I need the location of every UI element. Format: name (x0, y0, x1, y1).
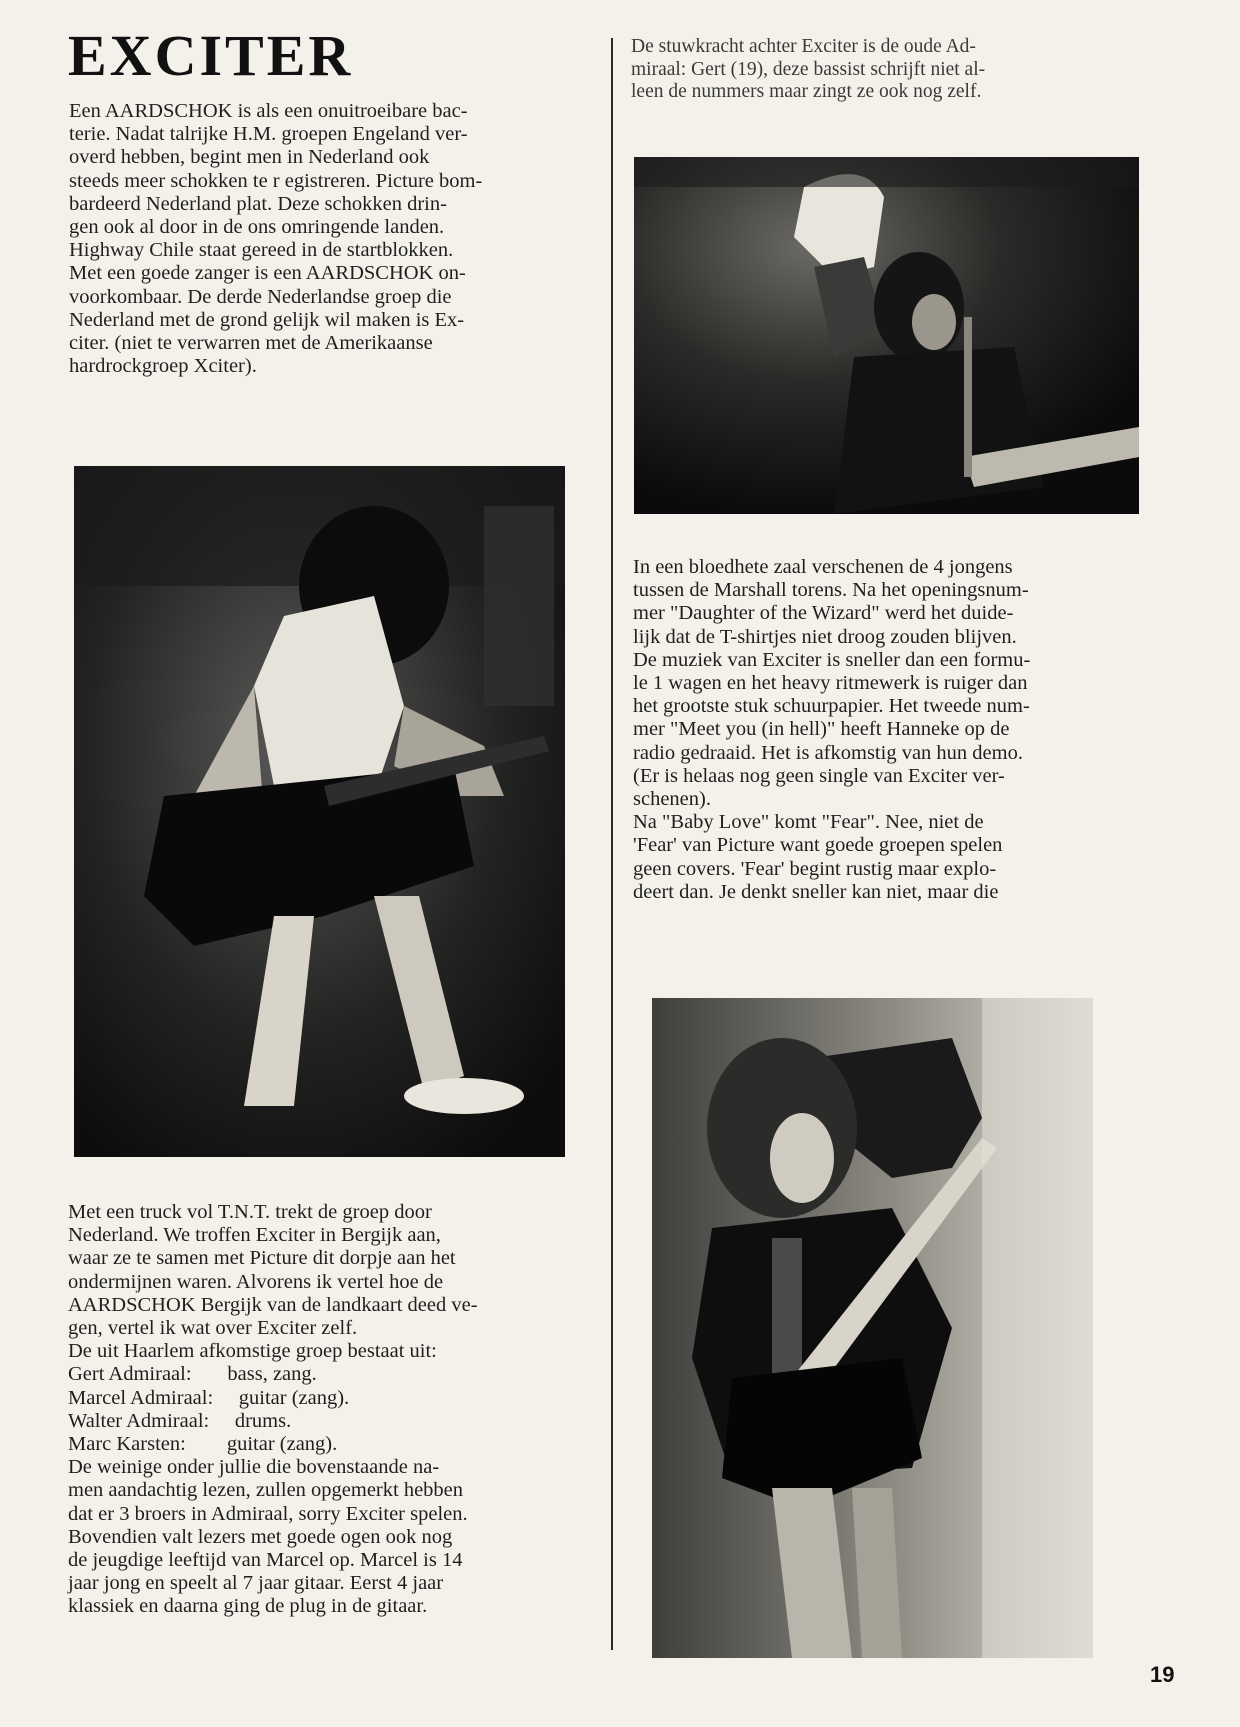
intro-paragraph: Een AARDSCHOK is als een onuitroeibare bac- terie. Nadat talrijke H.M. groepen Engeland ver- overd hebben, begint men in Nederland ook steeds meer schokken te r egistreren. Picture bom- bardeerd Nederland plat. Deze schokken drin- gen ook al door in de ons omringende landen. Highway Chile staat gereed in de startblokken. Met een goede zanger is een AARDSCHOK on- voorkombaar. De derde Nederlandse groep die Nederland met de grond gelijk wil maken is Ex- citer. (niet te verwarren met de Amerikaanse hardrockgroep Xciter). (69, 100, 483, 378)
photo-guitarist-left-image (74, 466, 565, 1157)
photo-bassist-singing (634, 157, 1139, 514)
photo-bassist-singing-image (634, 157, 1139, 514)
column-divider (611, 38, 613, 1650)
right-top-paragraph: De stuwkracht achter Exciter is de oude Ad- miraal: Gert (19), deze bassist schrijft niet al- leen de nummers maar zingt ze ook nog zelf. (631, 36, 986, 102)
page-number: 19 (1150, 1662, 1175, 1687)
photo-guitarist-right (652, 998, 1093, 1658)
article-title: EXCITER (68, 23, 354, 88)
right-middle-paragraph: In een bloedhete zaal verschenen de 4 jongens tussen de Marshall torens. Na het openingsnum- mer "Daughter of the Wizard" werd het duide- lijk dat de T-shirtjes niet droog zouden blijven. De muziek van Exciter is sneller dan een formu- le 1 wagen en het heavy ritmewerk is ruiger dan het grootste stuk schuurpapier. Het tweede num- mer "Meet you (in hell)" heeft Hanneke op de radio gedraaid. Het is afkomstig van hun demo. (Er is helaas nog geen single van Exciter ver- schenen). Na "Baby Love" komt "Fear". Nee, niet de 'Fear' van Picture want goede groepen spelen geen covers. 'Fear' begint rustig maar explo- deert dan. Je denkt sneller kan niet, maar die (633, 556, 1031, 903)
photo-guitarist-right-image (652, 998, 1093, 1658)
photo-guitarist-left (74, 466, 565, 1157)
left-bottom-paragraph: Met een truck vol T.N.T. trekt de groep door Nederland. We troffen Exciter in Bergijk aan, waar ze te samen met Picture dit dorpje aan het ondermijnen waren. Alvorens ik vertel hoe de AARDSCHOK Bergijk van de landkaart deed ve- gen, vertel ik wat over Exciter zelf. De uit Haarlem afkomstige groep bestaat uit: Gert Admiraal: bass, zang. Marcel Admiraal: guitar (zang). Walter Admiraal: drums. Marc Karsten: guitar (zang). De weinige onder jullie die bovenstaande na- men aandachtig lezen, zullen opgemerkt hebben dat er 3 broers in Admiraal, sorry Exciter spelen. Bovendien valt lezers met goede ogen ook nog de jeugdige leeftijd van Marcel op. Marcel is 14 jaar jong en speelt al 7 jaar gitaar. Eerst 4 jaar klassiek en daarna ging de plug in de gitaar. (68, 1201, 478, 1618)
